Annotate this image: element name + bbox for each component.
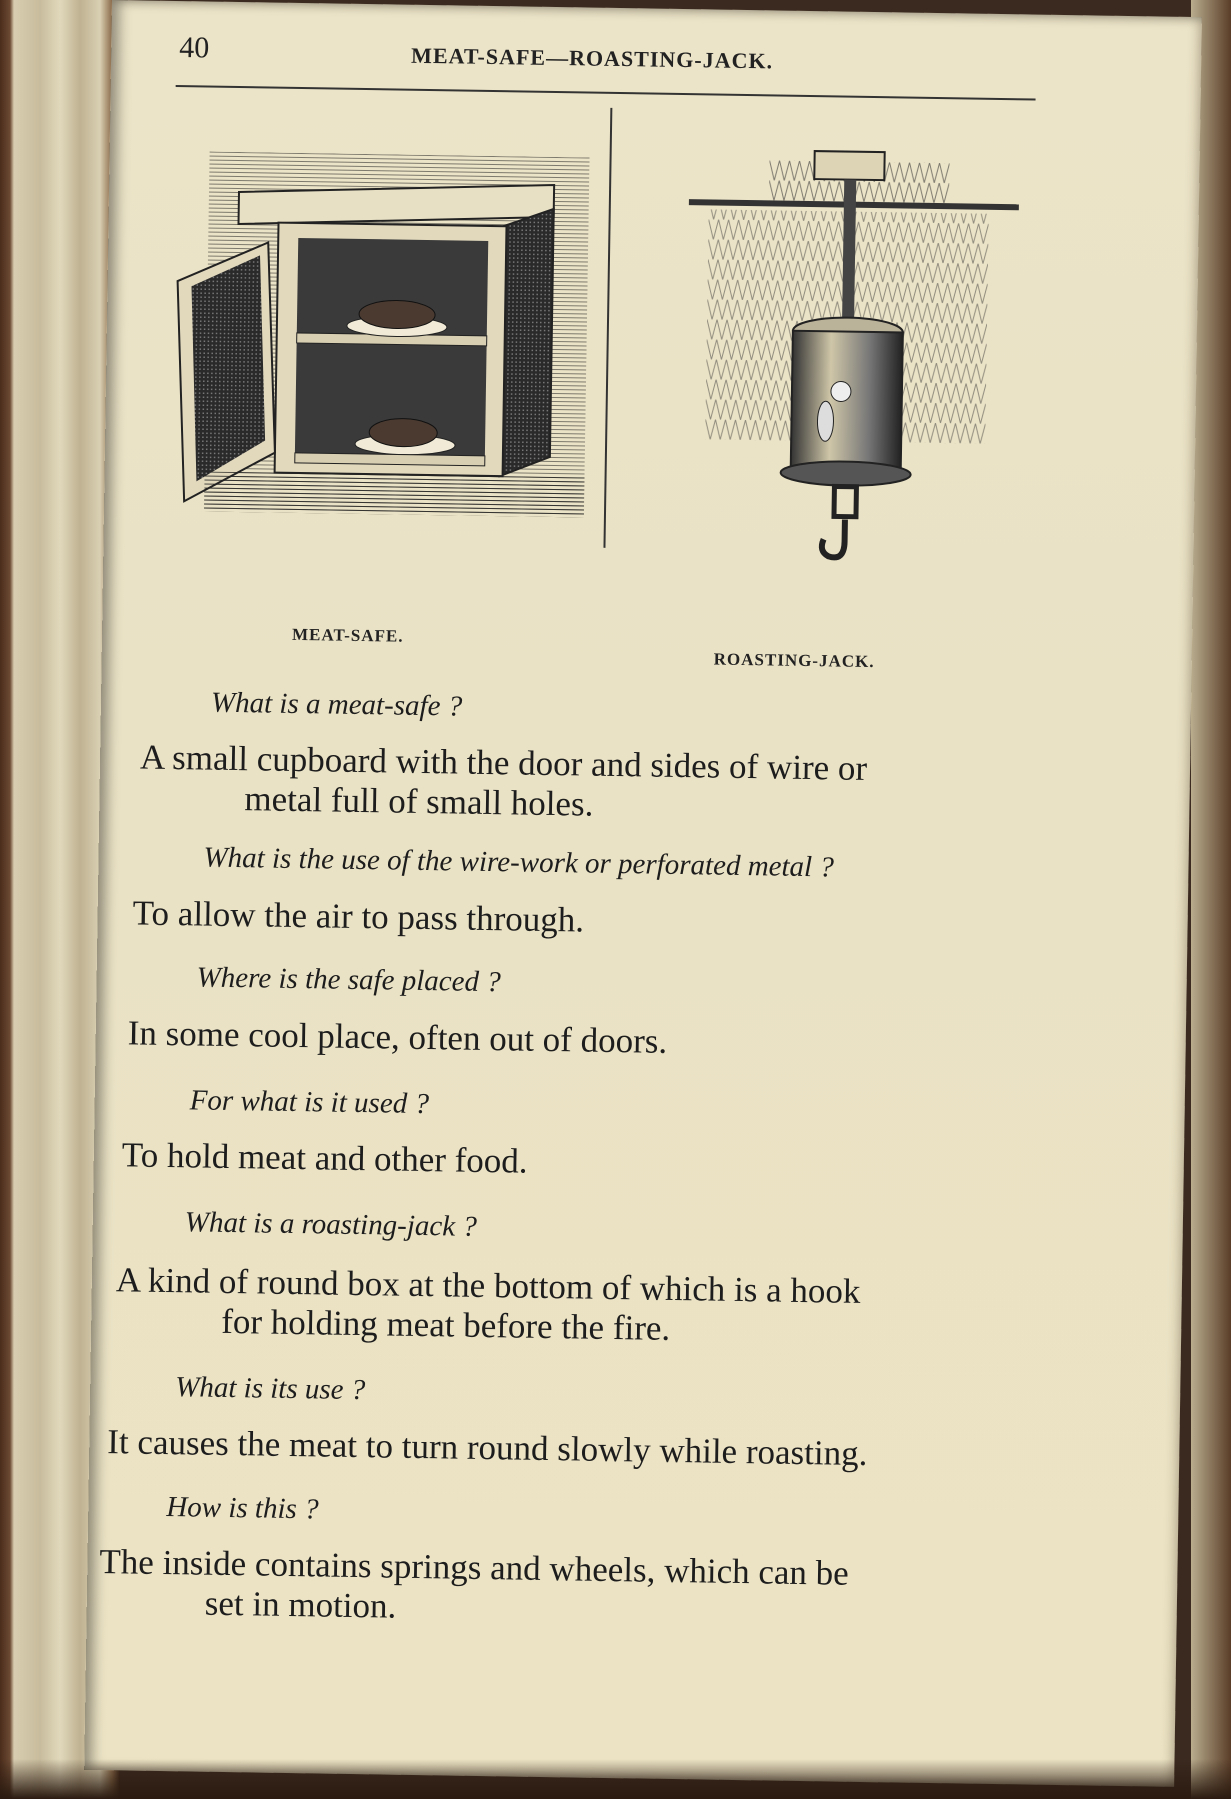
answer-block <box>122 1135 528 1181</box>
answer-block <box>127 1013 667 1061</box>
header-rule <box>176 85 1036 101</box>
question: Where is the safe placed ? <box>196 961 502 999</box>
roasting-jack-caption: ROASTING-JACK. <box>713 649 875 672</box>
question: What is a roasting-jack ? <box>184 1206 478 1243</box>
answer-block <box>132 893 584 940</box>
answer-line: The inside contains springs and wheels, which can be <box>99 1541 850 1593</box>
answer-line: To hold meat and other food. <box>121 1135 528 1181</box>
answer-line: set in motion. <box>204 1583 397 1626</box>
figure-divider <box>603 108 612 548</box>
roasting-jack-illustration <box>663 139 1030 585</box>
question: How is this ? <box>166 1491 319 1526</box>
answer-block <box>107 1422 868 1474</box>
question: What is a meat-safe ? <box>210 686 463 723</box>
answer-line: metal full of small holes. <box>244 779 594 824</box>
qa-item <box>175 1371 366 1407</box>
qa-item <box>185 1206 478 1244</box>
page-number: 40 <box>179 31 210 65</box>
answer-line: A small cupboard with the door and sides of wire or <box>139 737 868 788</box>
meat-safe-caption: MEAT-SAFE. <box>291 624 404 646</box>
answer-line: A kind of round box at the bottom of which is a hook <box>115 1260 861 1311</box>
qa-item <box>196 961 501 999</box>
qa-item <box>189 1084 429 1121</box>
qa-item <box>166 1491 319 1526</box>
meat-safe-illustration <box>164 151 590 528</box>
answer-line: To allow the air to pass through. <box>132 893 585 940</box>
answer-block <box>221 1302 671 1349</box>
question: For what is it used ? <box>189 1084 430 1121</box>
answer-line: for holding meat before the fire. <box>220 1301 671 1348</box>
qa-item <box>211 687 463 724</box>
answer-block <box>244 779 594 824</box>
book-bottom-shadow <box>0 1759 1231 1799</box>
answer-block <box>205 1584 397 1627</box>
running-title: MEAT-SAFE—ROASTING-JACK. <box>410 42 774 74</box>
answer-line: In some cool place, often out of doors. <box>127 1013 668 1061</box>
book-page <box>84 0 1202 1787</box>
question: What is its use ? <box>174 1371 366 1407</box>
qa-item <box>203 842 834 885</box>
answer-line: It causes the meat to turn round slowly while roasting. <box>107 1422 868 1474</box>
question: What is the use of the wire-work or perforated metal ? <box>203 841 835 884</box>
